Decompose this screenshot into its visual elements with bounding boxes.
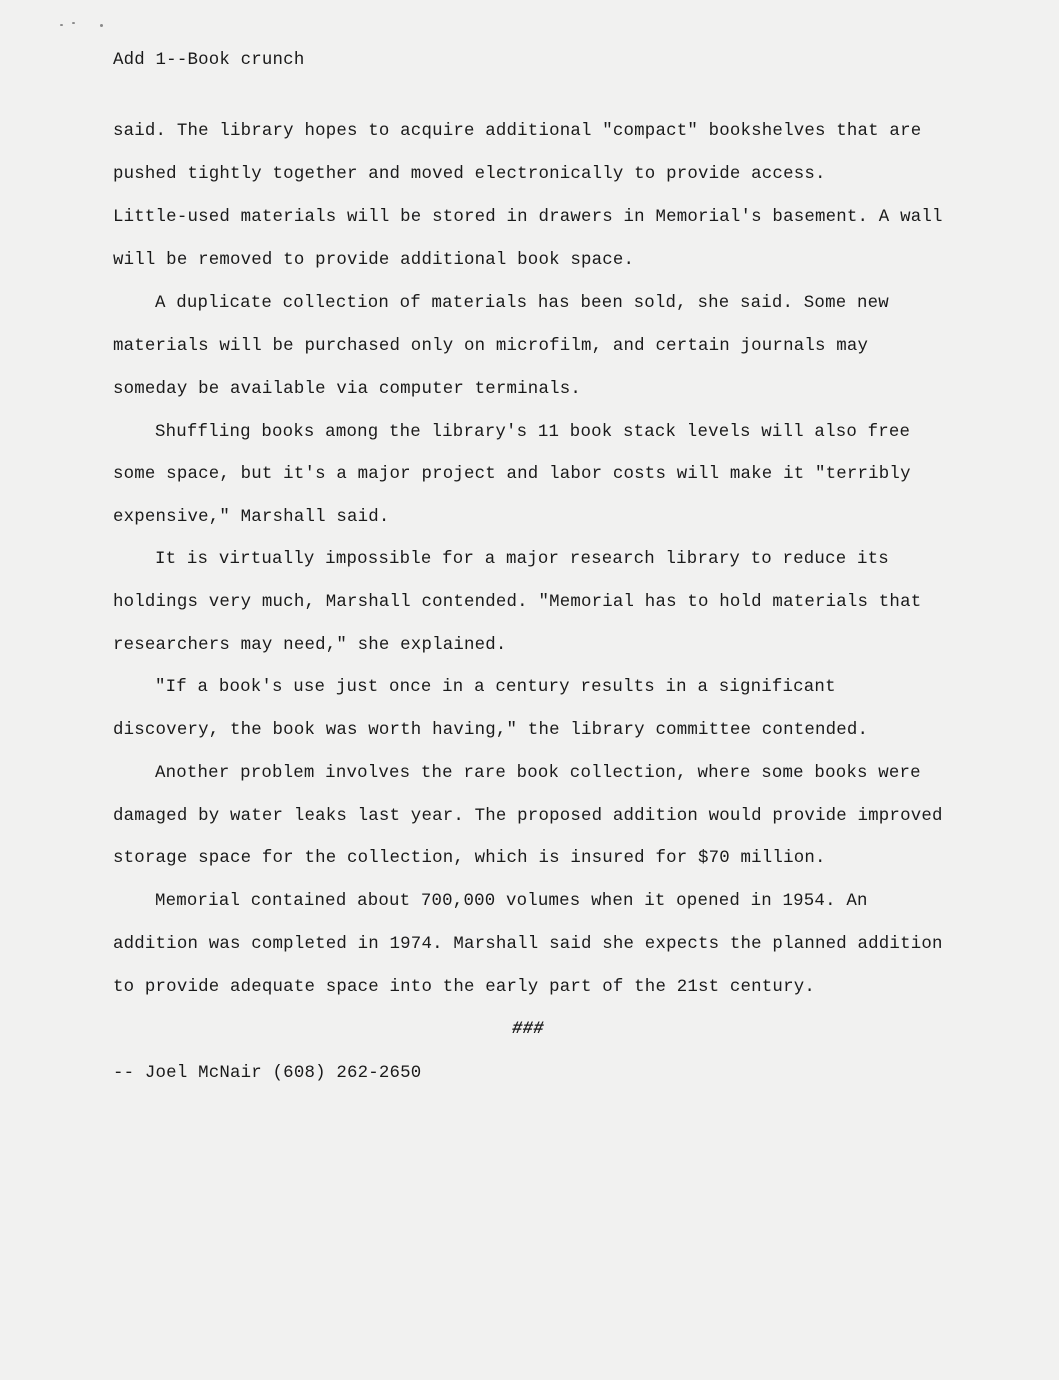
paper-speck [100,24,103,27]
text-line: said. The library hopes to acquire additional "compact" bookshelves that are [113,122,922,141]
paragraph-first-line: Memorial contained about 700,000 volumes when it opened in 1954. An [155,892,868,911]
paragraph-first-line: "If a book's use just once in a century results in a significant [155,678,836,697]
text-line: pushed tightly together and moved electronically to provide access. [113,165,826,184]
page-header: Add 1--Book crunch [113,51,305,70]
text-line: researchers may need," she explained. [113,636,507,655]
byline: -- Joel McNair (608) 262-2650 [113,1064,422,1083]
paragraph-first-line: It is virtually impossible for a major research library to reduce its [155,550,889,569]
text-line: Little-used materials will be stored in drawers in Memorial's basement. A wall [113,208,943,227]
text-line: will be removed to provide additional book space. [113,251,635,270]
text-line: storage space for the collection, which is insured for $70 million. [113,849,826,868]
paragraph-first-line: A duplicate collection of materials has been sold, she said. Some new [155,294,889,313]
text-line: addition was completed in 1974. Marshall said she expects the planned addition [113,935,943,954]
end-mark: ### [512,1020,544,1039]
paragraph-first-line: Shuffling books among the library's 11 book stack levels will also free [155,423,911,442]
text-line: some space, but it's a major project and labor costs will make it "terribly [113,465,911,484]
text-line: damaged by water leaks last year. The proposed addition would provide improved [113,807,943,826]
paper-speck [60,24,63,26]
text-line: someday be available via computer terminals. [113,380,581,399]
text-line: materials will be purchased only on microfilm, and certain journals may [113,337,869,356]
paper-speck [72,22,75,24]
text-line: holdings very much, Marshall contended. "Memorial has to hold materials that [113,593,922,612]
paragraph-first-line: Another problem involves the rare book collection, where some books were [155,764,921,783]
text-line: discovery, the book was worth having," the library committee contended. [113,721,869,740]
text-line: expensive," Marshall said. [113,508,390,527]
text-line: to provide adequate space into the early part of the 21st century. [113,978,815,997]
